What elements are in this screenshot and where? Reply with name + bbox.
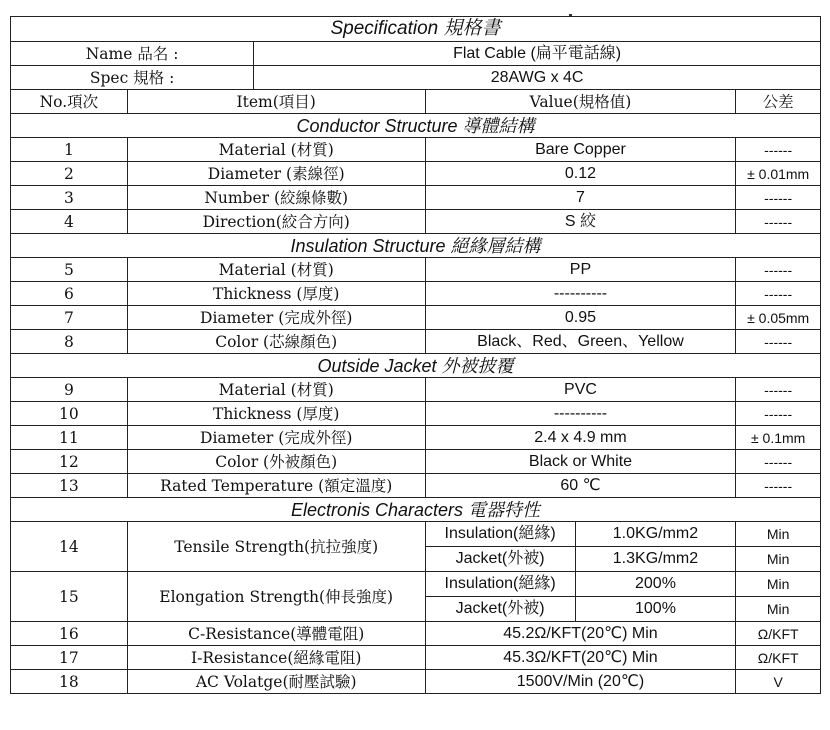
table-row xyxy=(11,402,821,426)
name-label: Name 品名 : xyxy=(11,42,254,66)
table-row xyxy=(11,670,821,694)
table-row xyxy=(11,210,821,234)
row-value: 2.4 x 4.9 mm xyxy=(425,426,736,450)
row-tolerance: ------ xyxy=(736,330,821,354)
row-no: 13 xyxy=(11,474,128,498)
sub-value: 1.0KG/mm2 xyxy=(575,522,736,547)
row-value: ---------- xyxy=(425,402,736,426)
section-insulation: Insulation Structure 絕緣層結構 xyxy=(11,234,821,258)
row-item: Thickness (厚度) xyxy=(127,402,425,426)
row-tolerance: ------ xyxy=(736,474,821,498)
header-item: Item(項目) xyxy=(127,90,425,114)
row-value: ---------- xyxy=(425,282,736,306)
spec-label: Spec 規格 : xyxy=(11,66,254,90)
table-row xyxy=(11,306,821,330)
name-value: Flat Cable (扁平電話線) xyxy=(254,42,821,66)
row-value: S 絞 xyxy=(425,210,736,234)
row-no: 14 xyxy=(11,522,128,572)
row-value: PVC xyxy=(425,378,736,402)
row-item: Direction(絞合方向) xyxy=(127,210,425,234)
table-row xyxy=(11,378,821,402)
row-tolerance: ± 0.01mm xyxy=(736,162,821,186)
document-title: Specification 規格書 xyxy=(11,17,821,42)
header-value: Value(規格值) xyxy=(425,90,736,114)
table-row xyxy=(11,258,821,282)
sub-value: 1.3KG/mm2 xyxy=(575,547,736,572)
table-row xyxy=(11,646,821,670)
row-tolerance: ------ xyxy=(736,282,821,306)
row-item: Elongation Strength(伸長強度) xyxy=(127,572,425,622)
row-value: 0.95 xyxy=(425,306,736,330)
row-no: 16 xyxy=(11,622,128,646)
row-item: Number (絞線條數) xyxy=(127,186,425,210)
row-tolerance: V xyxy=(736,670,821,694)
row-item: Material (材質) xyxy=(127,378,425,402)
row-no: 5 xyxy=(11,258,128,282)
row-no: 8 xyxy=(11,330,128,354)
section-electrical: Electronis Characters 電器特性 xyxy=(11,498,821,522)
row-no: 11 xyxy=(11,426,128,450)
table-row xyxy=(11,622,821,646)
row-no: 4 xyxy=(11,210,128,234)
sub-label: Jacket(外被) xyxy=(425,547,575,572)
table-row xyxy=(11,522,821,547)
row-value: 60 ℃ xyxy=(425,474,736,498)
table-row xyxy=(11,474,821,498)
row-tolerance: ------ xyxy=(736,402,821,426)
row-item: Thickness (厚度) xyxy=(127,282,425,306)
row-tolerance: ------ xyxy=(736,258,821,282)
sub-label: Insulation(絕緣) xyxy=(425,522,575,547)
row-item: Color (外被顏色) xyxy=(127,450,425,474)
row-item: Color (芯線顏色) xyxy=(127,330,425,354)
row-tolerance: ± 0.05mm xyxy=(736,306,821,330)
table-row xyxy=(11,282,821,306)
row-no: 17 xyxy=(11,646,128,670)
row-no: 7 xyxy=(11,306,128,330)
row-item: AC Volatge(耐壓試驗) xyxy=(127,670,425,694)
row-no: 2 xyxy=(11,162,128,186)
header-tolerance: 公差 xyxy=(736,90,821,114)
row-tolerance: ------ xyxy=(736,378,821,402)
row-tolerance: Ω/KFT xyxy=(736,646,821,670)
row-item: I-Resistance(絕緣電阻) xyxy=(127,646,425,670)
row-item: Material (材質) xyxy=(127,138,425,162)
row-item: C-Resistance(導體電阻) xyxy=(127,622,425,646)
row-no: 10 xyxy=(11,402,128,426)
row-item: Tensile Strength(抗拉強度) xyxy=(127,522,425,572)
sub-label: Insulation(絕緣) xyxy=(425,572,575,597)
row-value: 45.2Ω/KFT(20℃) Min xyxy=(425,622,736,646)
sub-label: Jacket(外被) xyxy=(425,597,575,622)
row-value: PP xyxy=(425,258,736,282)
table-row xyxy=(11,450,821,474)
row-tolerance: Min xyxy=(736,547,821,572)
row-no: 1 xyxy=(11,138,128,162)
row-item: Diameter (完成外徑) xyxy=(127,426,425,450)
sub-value: 100% xyxy=(575,597,736,622)
spec-value: 28AWG x 4C xyxy=(254,66,821,90)
row-tolerance: ------ xyxy=(736,186,821,210)
row-no: 15 xyxy=(11,572,128,622)
table-row xyxy=(11,330,821,354)
row-no: 6 xyxy=(11,282,128,306)
section-jacket: Outside Jacket 外被披覆 xyxy=(11,354,821,378)
row-item: Diameter (完成外徑) xyxy=(127,306,425,330)
section-conductor: Conductor Structure 導體結構 xyxy=(11,114,821,138)
header-no: No.項次 xyxy=(11,90,128,114)
row-no: 9 xyxy=(11,378,128,402)
row-tolerance: Min xyxy=(736,572,821,597)
row-tolerance: Min xyxy=(736,597,821,622)
row-item: Rated Temperature (額定溫度) xyxy=(127,474,425,498)
table-row xyxy=(11,186,821,210)
row-no: 12 xyxy=(11,450,128,474)
row-value: Black、Red、Green、Yellow xyxy=(425,330,736,354)
row-value: Bare Copper xyxy=(425,138,736,162)
row-value: 0.12 xyxy=(425,162,736,186)
row-no: 3 xyxy=(11,186,128,210)
row-value: 1500V/Min (20℃) xyxy=(425,670,736,694)
row-value: 7 xyxy=(425,186,736,210)
row-value: 45.3Ω/KFT(20℃) Min xyxy=(425,646,736,670)
row-no: 18 xyxy=(11,670,128,694)
row-item: Material (材質) xyxy=(127,258,425,282)
table-row xyxy=(11,138,821,162)
table-row xyxy=(11,162,821,186)
row-tolerance: Ω/KFT xyxy=(736,622,821,646)
row-tolerance: Min xyxy=(736,522,821,547)
row-tolerance: ------ xyxy=(736,138,821,162)
spec-table xyxy=(10,16,821,694)
table-row xyxy=(11,572,821,597)
table-row xyxy=(11,426,821,450)
row-tolerance: ± 0.1mm xyxy=(736,426,821,450)
row-tolerance: ------ xyxy=(736,210,821,234)
row-tolerance: ------ xyxy=(736,450,821,474)
row-value: Black or White xyxy=(425,450,736,474)
sub-value: 200% xyxy=(575,572,736,597)
row-item: Diameter (素線徑) xyxy=(127,162,425,186)
specification-sheet xyxy=(10,16,821,694)
